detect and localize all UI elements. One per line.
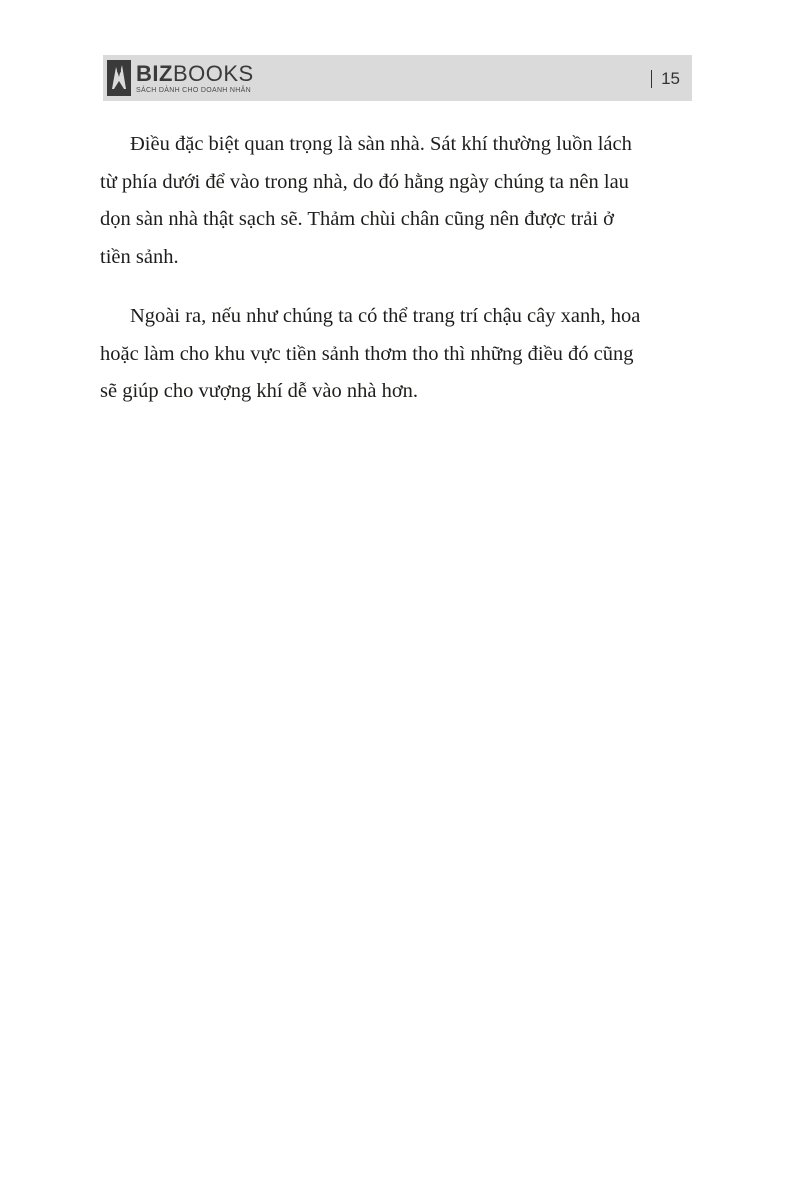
bizbooks-logo-icon bbox=[106, 59, 132, 97]
paragraph-1-line-3: dọn sàn nhà thật sạch sẽ. Thảm chùi chân cũng nên được trải ở bbox=[100, 208, 615, 230]
page-number-value: 15 bbox=[661, 69, 680, 88]
paragraph-2-line-3: sẽ giúp cho vượng khí dễ vào nhà hơn. bbox=[100, 380, 419, 402]
page-number bbox=[651, 69, 680, 89]
paragraph-1-line-1: Điều đặc biệt quan trọng là sàn nhà. Sát khí thường luồn lách bbox=[130, 133, 632, 155]
paragraph-2-line-1: Ngoài ra, nếu như chúng ta có thể trang trí chậu cây xanh, hoa bbox=[130, 305, 641, 327]
paragraph-1 bbox=[100, 126, 690, 276]
paragraph-1-line-2: từ phía dưới để vào trong nhà, do đó hằng ngày chúng ta nên lau bbox=[100, 170, 629, 193]
brand-tagline: SÁCH DÀNH CHO DOANH NHÂN bbox=[136, 86, 251, 94]
paragraph-2-line-2: hoặc làm cho khu vực tiền sảnh thơm tho thì những điều đó cũng bbox=[100, 342, 634, 365]
brand-name bbox=[136, 60, 254, 86]
brand-name-light: BOOKS bbox=[172, 60, 254, 86]
page-header bbox=[103, 55, 692, 101]
page-number-divider bbox=[651, 70, 653, 88]
body-text bbox=[100, 126, 690, 411]
paragraph-1-line-4: tiền sảnh. bbox=[100, 245, 179, 268]
brand-text bbox=[136, 60, 254, 94]
brand-name-bold: BIZ bbox=[136, 60, 173, 86]
brand-logo bbox=[106, 59, 254, 97]
paragraph-2 bbox=[100, 298, 690, 411]
